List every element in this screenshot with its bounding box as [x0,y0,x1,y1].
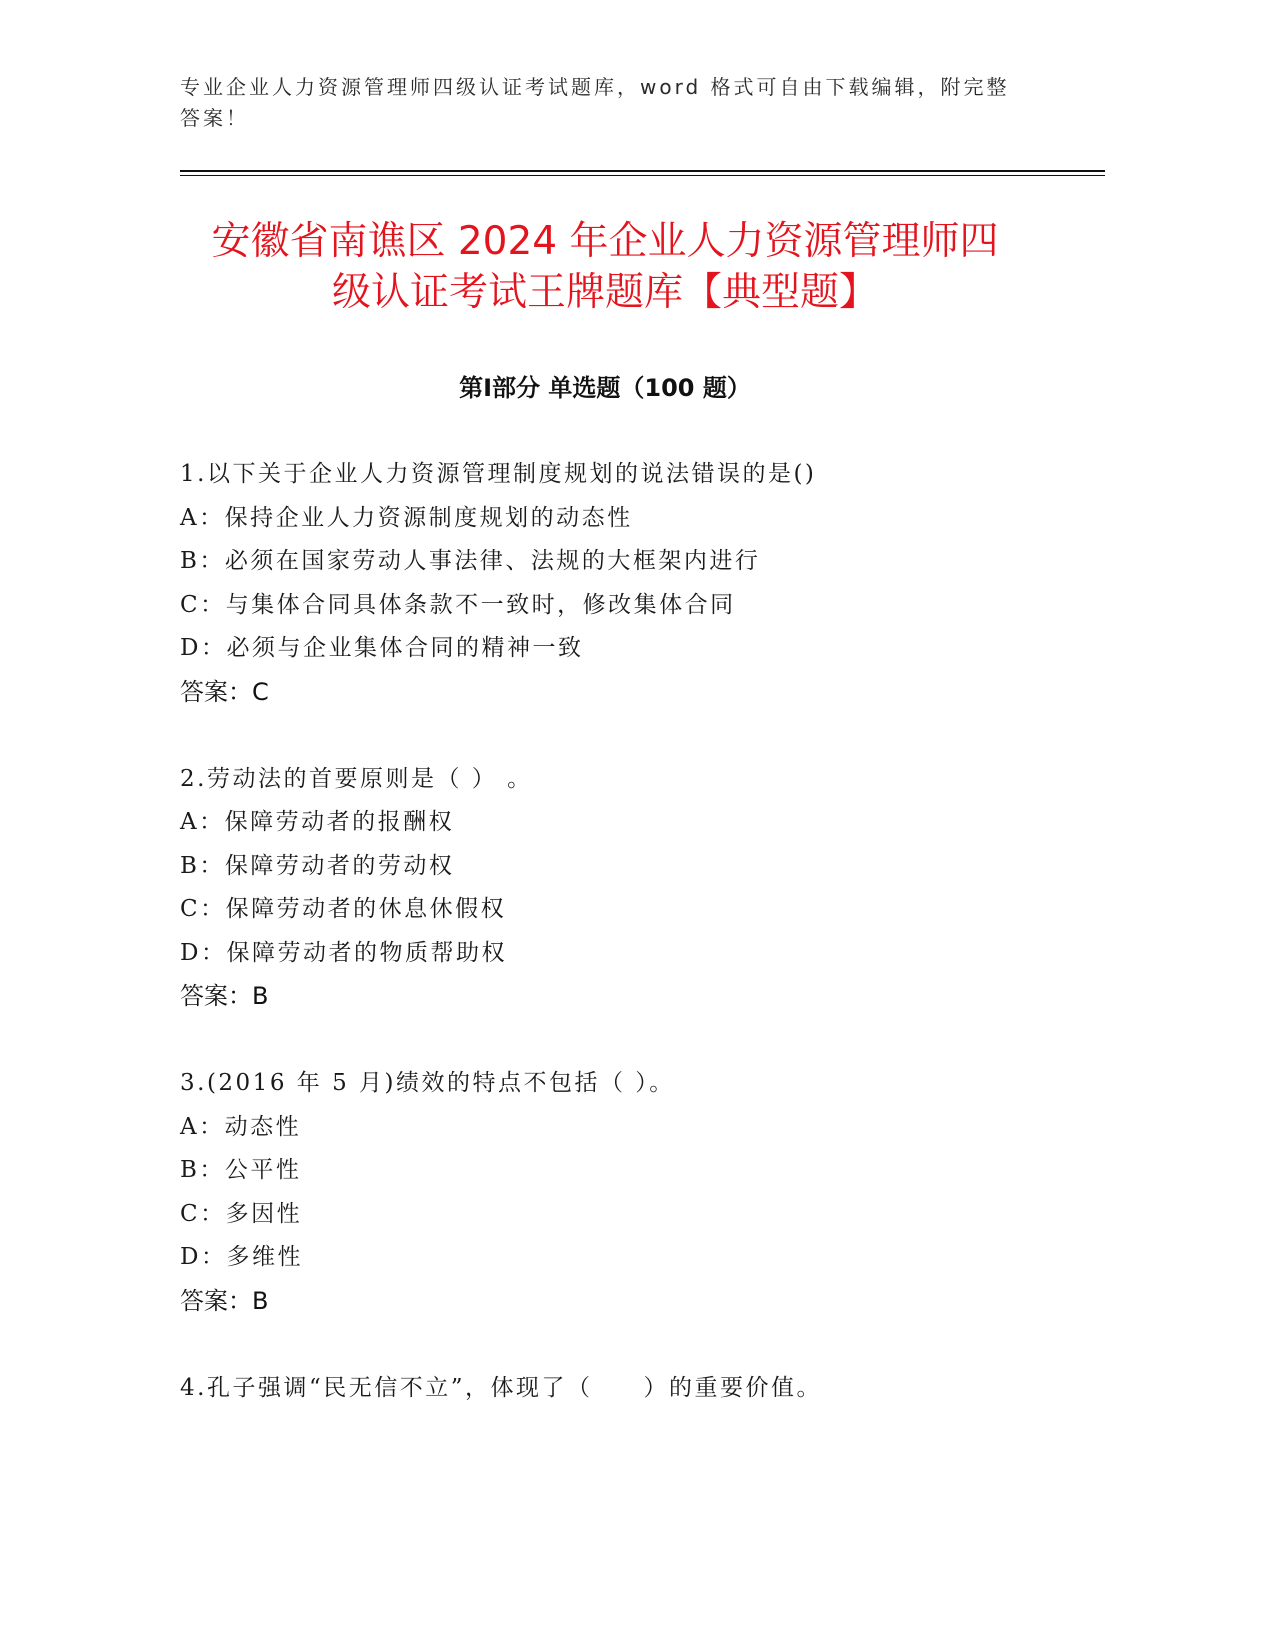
option-c: C：保障劳动者的休息休假权 [180,896,507,922]
title-line-2: 级认证考试王牌题库【典型题】 [331,270,878,315]
option-d: D：必须与企业集体合同的精神一致 [180,635,584,661]
question-stem: 1.以下关于企业人力资源管理制度规划的说法错误的是() [180,461,817,487]
header-line-1: 专业企业人力资源管理师四级认证考试题库，word 格式可自由下载编辑，附完整 [180,75,1010,99]
answer-line: 答案：C [180,677,269,706]
question-3 [180,1062,1105,1323]
header-line-2: 答案！ [180,106,249,130]
section-heading: 第Ⅰ部分 单选题（100 题） [459,374,751,402]
option-c: C：多因性 [180,1200,303,1227]
option-a: A：保障劳动者的报酬权 [180,809,455,835]
header-divider [180,170,1105,176]
question-4 [180,1367,1105,1411]
answer-line: 答案：B [180,1286,269,1315]
option-a: A：保持企业人力资源制度规划的动态性 [180,504,633,531]
option-d: D：保障劳动者的物质帮助权 [180,939,507,966]
document-header [180,72,1080,134]
question-2 [180,758,1105,1019]
question-spacer [180,714,1105,758]
answer-line: 答案：B [180,982,269,1010]
title-line-1: 安徽省南谯区 2024 年企业人力资源管理师四 [211,219,999,264]
option-b: B：公平性 [180,1157,302,1183]
question-1 [180,453,1105,714]
option-b: B：保障劳动者的劳动权 [180,852,455,879]
question-stem: 3.(2016 年 5 月)绩效的特点不包括（ ）。 [180,1070,675,1096]
document-title [160,216,1050,318]
question-stem: 2.劳动法的首要原则是（ ） 。 [180,765,533,792]
question-list [180,453,1105,1410]
option-a: A：动态性 [180,1113,302,1140]
option-d: D：多维性 [180,1244,303,1270]
option-b: B：必须在国家劳动人事法律、法规的大框架内进行 [180,548,761,574]
question-spacer [180,1019,1105,1063]
question-spacer [180,1323,1105,1367]
question-stem: 4.孔子强调“民无信不立”，体现了（ ）的重要价值。 [180,1374,822,1401]
option-c: C：与集体合同具体条款不一致时，修改集体合同 [180,591,736,618]
